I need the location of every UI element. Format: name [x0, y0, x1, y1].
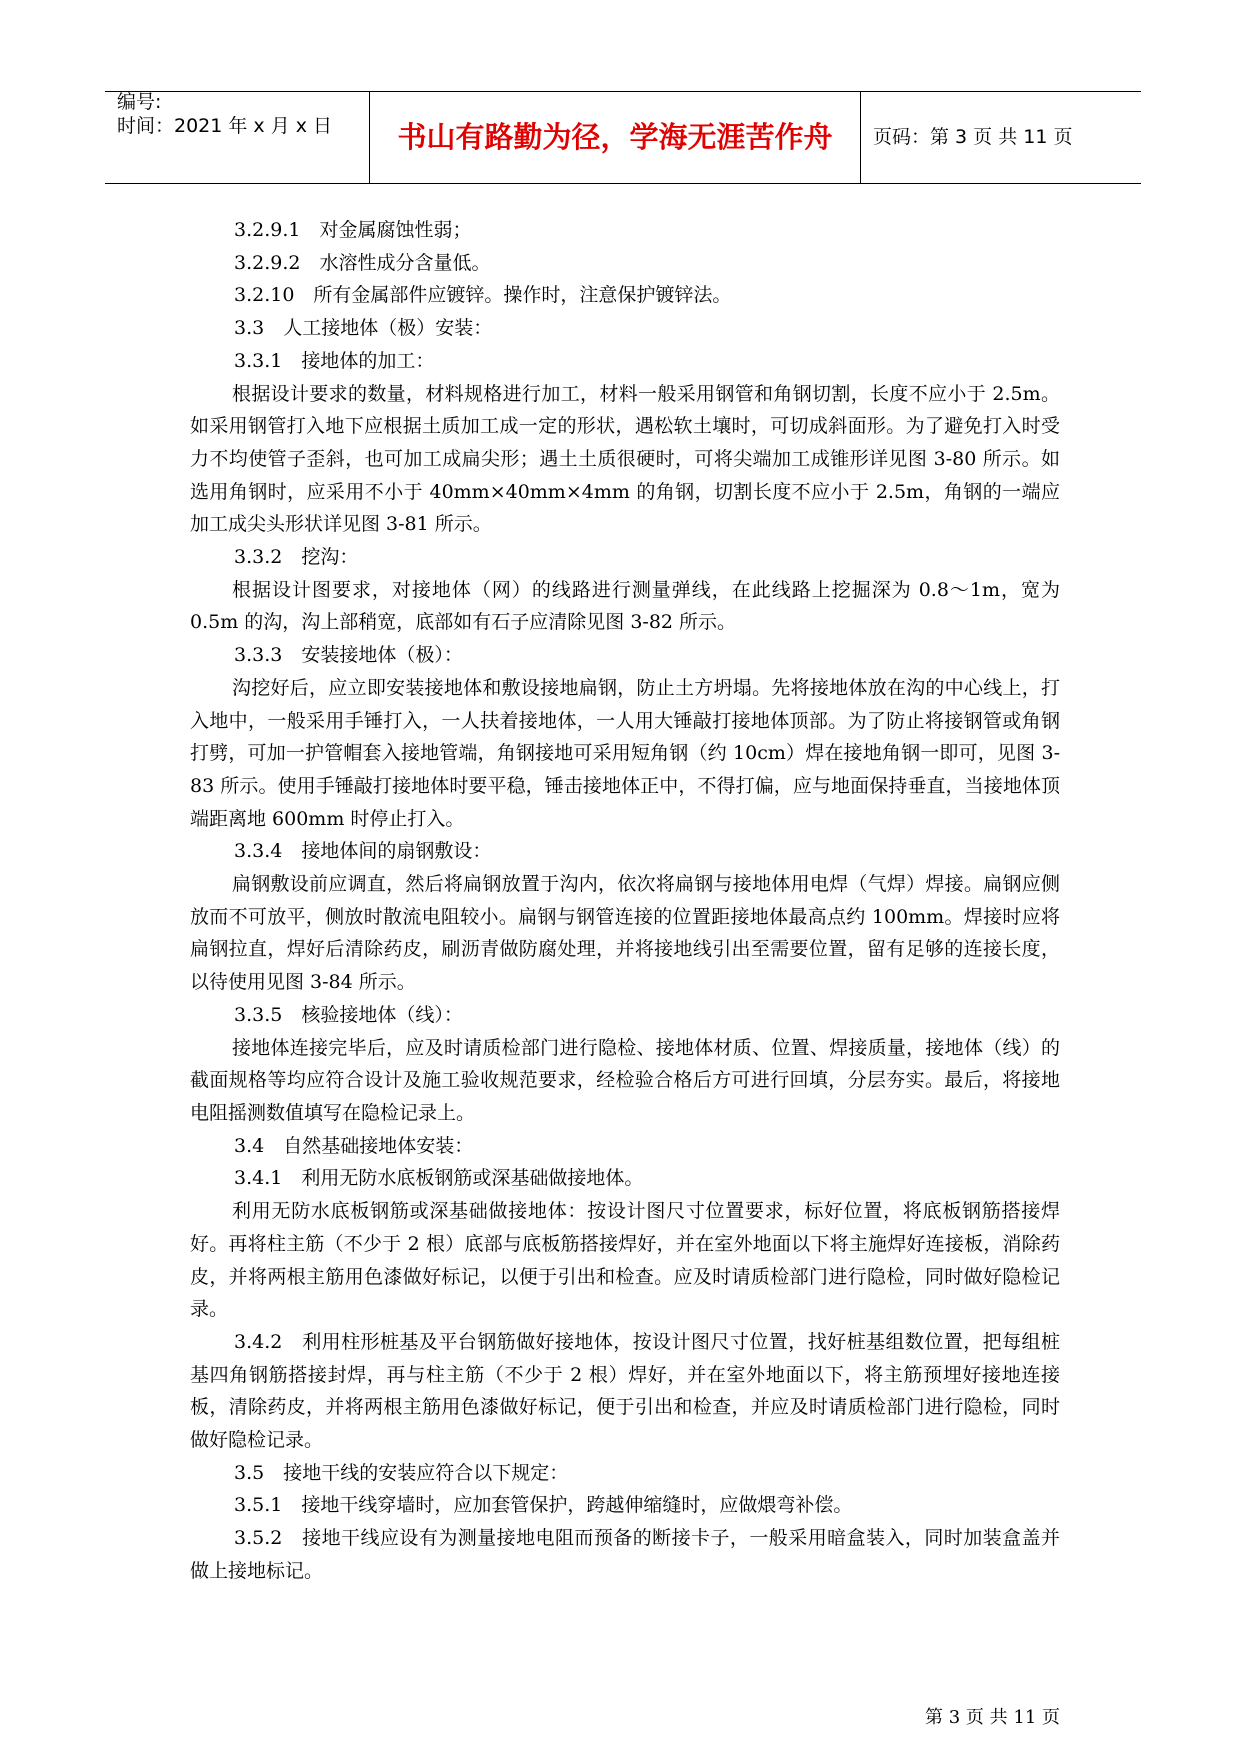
- motto-title: 书山有路勤为径，学海无涯苦作舟: [397, 120, 833, 154]
- header-page-info: 页码：第 3 页 共 11 页: [873, 126, 1073, 148]
- header-left-cell: [105, 92, 369, 183]
- page-header: [105, 91, 1141, 184]
- document-number-label: 编号:: [117, 91, 162, 113]
- paragraph: 3.5.1 接地干线穿墙时，应加套管保护，跨越伸缩缝时，应做煨弯补偿。: [234, 1494, 853, 1517]
- date-label: 时间：2021 年 x 月 x 日: [117, 115, 333, 137]
- paragraph: 根据设计图要求，对接地体（网）的线路进行测量弹线，在此线路上挖掘深为 0.8～1m，宽为 0.5m 的沟，沟上部稍宽，底部如有石子应清除见图 3-82 所示。: [190, 578, 1060, 634]
- paragraph: 3.3 人工接地体（极）安装：: [234, 317, 493, 340]
- paragraph: 3.4 自然基础接地体安装：: [234, 1134, 474, 1157]
- paragraph: 扁钢敷设前应调直，然后将扁钢放置于沟内，依次将扁钢与接地体用电焊（气焊）焊接。扁钢应侧放而不可放平，侧放时散流电阻较小。扁钢与钢管连接的位置距接地体最高点约 100mm。焊接时应将扁钢拉直，焊好后清除药皮，刷沥青做防腐处理，并将接地线引出至需要位置，留有足够的连接长度，以待使用见图 3-84 所示。: [190, 873, 1060, 994]
- paragraph: 3.5.2 接地干线应设有为测量接地电阻而预备的断接卡子，一般采用暗盒装入，同时加装盒盖并做上接地标记。: [190, 1527, 1060, 1582]
- paragraph: 3.3.3 安装接地体（极）：: [234, 644, 463, 667]
- paragraph: 接地体连接完毕后，应及时请质检部门进行隐检、接地体材质、位置、焊接质量，接地体（线）的截面规格等均应符合设计及施工验收规范要求，经检验合格后方可进行回填，分层夯实。最后，将接地电阻摇测数值填写在隐检记录上。: [190, 1036, 1060, 1124]
- paragraph: 3.5 接地干线的安装应符合以下规定：: [234, 1461, 569, 1484]
- paragraph: 3.3.4 接地体间的扇钢敷设：: [234, 840, 492, 863]
- page-footer: 第 3 页 共 11 页: [925, 1707, 1060, 1728]
- paragraph: 3.3.1 接地体的加工：: [234, 349, 435, 372]
- paragraph: 沟挖好后，应立即安装接地体和敷设接地扁钢，防止土方坍塌。先将接地体放在沟的中心线上，打入地中，一般采用手锤打入，一人扶着接地体，一人用大锤敲打接地体顶部。为了防止将接钢管或角钢打劈，可加一护管帽套入接地管端，角钢接地可采用短角钢（约 10cm）焊在接地角钢一即可，见图 3-83 所示。使用手锤敲打接地体时要平稳，锤击接地体正中，不得打偏，应与地面保持垂直，当接地体顶端距离地 600mm 时停止打入。: [190, 676, 1060, 830]
- paragraph: 根据设计要求的数量，材料规格进行加工，材料一般采用钢管和角钢切割，长度不应小于 2.5m。如采用钢管打入地下应根据土质加工成一定的形状，遇松软土壤时，可切成斜面形。为了避免打入时受力不均使管子歪斜，也可加工成扁尖形；遇土土质很硬时，可将尖端加工成锥形详见图 3-80 所示。如选用角钢时，应采用不小于 40mm×40mm×4mm 的角钢，切割长度不应小于 2.5m，角钢的一端应加工成尖头形状详见图 3-81 所示。: [190, 382, 1060, 536]
- header-right-cell: [861, 92, 1141, 183]
- paragraph: 3.3.5 核验接地体（线）：: [234, 1003, 463, 1026]
- header-center-cell: [369, 92, 861, 183]
- document-body: [190, 214, 1060, 1588]
- paragraph: 3.4.2 利用柱形桩基及平台钢筋做好接地体，按设计图尺寸位置，找好桩基组数位置，把每组桩基四角钢筋搭接封焊，再与柱主筋（不少于 2 根）焊好，并在室外地面以下，将主筋预埋好接地连接板，清除药皮，并将两根主筋用色漆做好标记，便于引出和检查，并应及时请质检部门进行隐检，同时做好隐检记录。: [190, 1330, 1060, 1452]
- paragraph: 3.4.1 利用无防水底板钢筋或深基础做接地体。: [234, 1167, 644, 1190]
- paragraph: 3.2.9.1 对金属腐蚀性弱；: [234, 219, 472, 241]
- paragraph: 利用无防水底板钢筋或深基础做接地体：按设计图尺寸位置要求，标好位置，将底板钢筋搭接焊好。再将柱主筋（不少于 2 根）底部与底板筋搭接焊好，并在室外地面以下将主施焊好连接板，消除药皮，并将两根主筋用色漆做好标记，以便于引出和检查。应及时请质检部门进行隐检，同时做好隐检记录。: [190, 1200, 1060, 1321]
- paragraph: 3.2.9.2 水溶性成分含量低。: [234, 251, 491, 274]
- paragraph: 3.3.2 挖沟：: [234, 546, 359, 569]
- paragraph: 3.2.10 所有金属部件应镀锌。操作时，注意保护镀锌法。: [234, 284, 732, 307]
